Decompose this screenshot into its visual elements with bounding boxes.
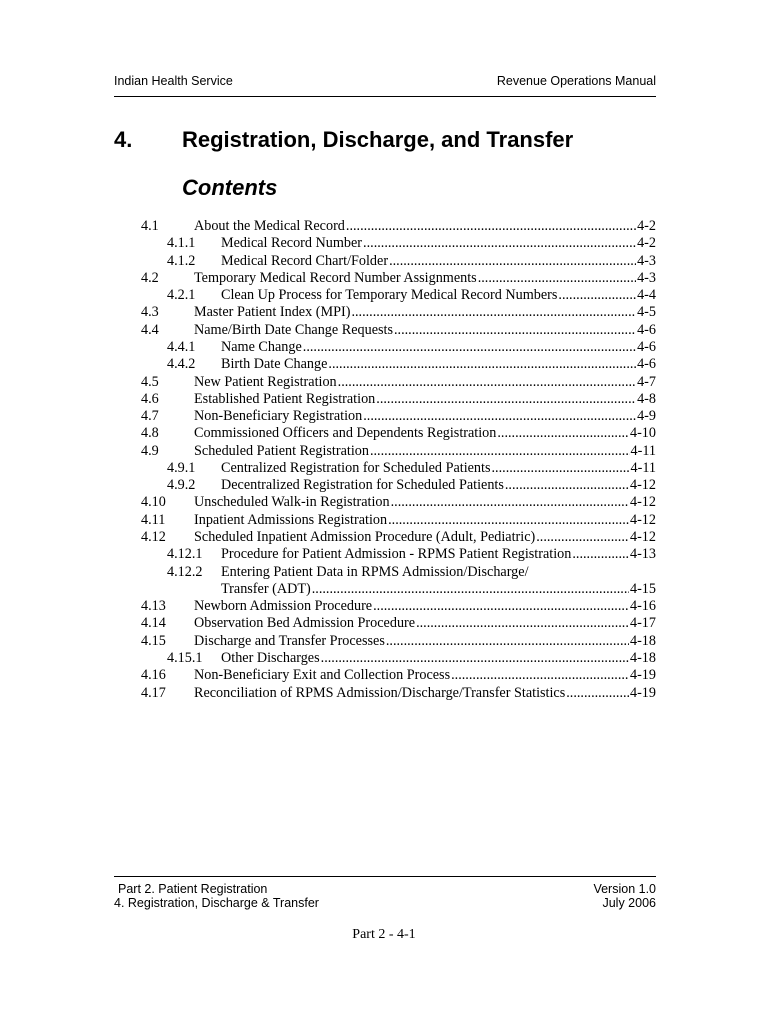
toc-entry-number: 4.1.2 [167,252,196,269]
toc-entry-label: Temporary Medical Record Number Assignments [194,269,477,286]
toc-entry-label: New Patient Registration [194,373,337,390]
toc-entry-page: 4-13 [629,546,656,563]
toc-entry-page: 4-19 [629,684,656,701]
toc-dot-leader [505,477,629,494]
toc-entry-page: 4-6 [637,338,656,355]
toc-entry-number: 4.2 [141,269,159,286]
toc-entry-label: Decentralized Registration for Scheduled Patients [221,477,504,494]
toc-dot-leader [536,529,629,546]
toc-entry[interactable] [0,564,768,581]
toc-entry-label: Reconciliation of RPMS Admission/Discharge/Transfer Statistics [194,684,566,701]
toc-entry-label: Scheduled Inpatient Admission Procedure (Adult, Pediatric) [194,529,536,546]
chapter-title: Registration, Discharge, and Transfer [182,127,574,152]
toc-entry[interactable] [0,304,768,321]
toc-entry-label: Unscheduled Walk-in Registration [194,494,390,511]
toc-entry-number: 4.12 [141,529,166,546]
chapter-number: 4. [114,127,133,152]
toc-entry-page: 4-5 [637,304,656,321]
toc-entry[interactable] [0,615,768,632]
toc-entry[interactable] [0,322,768,339]
toc-entry-page: 4-11 [630,459,656,476]
toc-entry-number: 4.5 [141,373,159,390]
header-organization: Indian Health Service [114,74,233,88]
toc-entry-label: Transfer (ADT) [221,580,311,597]
toc-entry-page: 4-11 [630,442,656,459]
toc-entry-label: Birth Date Change [221,356,328,373]
toc-entry-label: Other Discharges [221,650,320,666]
toc-entry[interactable] [0,633,768,650]
toc-entry-label: Centralized Registration for Scheduled Patients [221,459,491,476]
toc-entry-number: 4.12.1 [167,546,203,563]
toc-entry-number: 4.15 [141,632,166,649]
toc-entry-number: 4.10 [141,494,166,511]
toc-entry-label: Non-Beneficiary Exit and Collection Process [194,667,451,684]
toc-entry-number: 4.17 [141,684,166,701]
toc-entry[interactable] [0,270,768,287]
toc-entry[interactable] [0,546,768,563]
toc-entry-number: 4.12.2 [167,563,203,580]
toc-entry-label: Newborn Admission Procedure [194,598,373,615]
toc-entry-page: 4-12 [629,494,656,511]
toc-entry[interactable] [0,460,768,477]
toc-entry-number: 4.14 [141,615,166,632]
toc-dot-leader [386,633,629,650]
contents-heading: Contents [182,175,278,200]
toc-dot-leader [558,287,636,304]
toc-entry[interactable] [0,287,768,304]
toc-entry[interactable] [0,581,768,598]
toc-entry-label: Observation Bed Admission Procedure [194,615,416,632]
toc-entry-number: 4.16 [141,667,166,684]
toc-dot-leader [497,425,629,442]
toc-entry[interactable] [0,425,768,442]
toc-entry-number: 4.11 [141,511,166,528]
toc-entry[interactable] [0,512,768,529]
toc-entry-number: 4.7 [141,408,159,425]
toc-dot-leader [572,546,629,563]
toc-entry-page: 4-4 [637,287,656,304]
toc-entry-page: 4-17 [629,615,656,632]
toc-entry-number: 4.2.1 [167,287,196,304]
toc-dot-leader [346,218,636,235]
toc-dot-leader [416,615,629,632]
toc-entry-label: Scheduled Patient Registration [194,442,369,459]
page-number: Part 2 - 4-1 [352,927,416,942]
toc-entry-number: 4.8 [141,425,159,442]
toc-entry[interactable] [0,443,768,460]
toc-entry-number: 4.15.1 [167,650,203,666]
toc-entry-label: Commissioned Officers and Dependents Registration [194,425,497,442]
toc-entry-label: Master Patient Index (MPI) [194,304,351,321]
toc-entry[interactable] [0,218,768,235]
toc-entry-number: 4.3 [141,304,159,321]
toc-entry[interactable] [0,529,768,546]
toc-entry-page: 4-19 [629,667,656,684]
toc-dot-leader [478,270,636,287]
toc-entry[interactable] [0,598,768,615]
toc-entry-number: 4.13 [141,598,166,615]
toc-entry-page: 4-9 [637,408,656,425]
toc-entry[interactable] [0,391,768,408]
toc-entry[interactable] [0,477,768,494]
toc-entry-page: 4-2 [637,235,656,252]
toc-entry[interactable] [0,685,768,702]
footer-divider [114,876,656,877]
toc-entry[interactable] [0,253,768,270]
toc-entry-number: 4.6 [141,390,159,407]
toc-dot-leader [376,391,636,408]
toc-entry-page: 4-3 [637,269,656,286]
toc-dot-leader [566,685,629,702]
toc-entry-page: 4-12 [629,511,656,528]
toc-dot-leader [451,667,629,684]
toc-entry-label: Procedure for Patient Admission - RPMS Patient Registration [221,546,572,563]
toc-dot-leader [338,374,636,391]
toc-entry[interactable] [0,235,768,252]
toc-entry-number: 4.4 [141,321,159,338]
toc-entry-page: 4-3 [637,252,656,269]
toc-entry-page: 4-6 [637,356,656,373]
toc-entry-page: 4-18 [629,632,656,649]
header-manual-title: Revenue Operations Manual [496,74,656,88]
toc-entry-label: Medical Record Chart/Folder [221,252,389,269]
footer-date: July 2006 [602,896,656,910]
toc-dot-leader [363,235,636,252]
toc-entry-label: About the Medical Record [194,218,345,234]
toc-entry[interactable] [0,408,768,425]
toc-entry-number: 4.9.1 [167,459,196,476]
toc-dot-leader [389,253,636,270]
footer-part: Part 2. Patient Registration [118,882,268,896]
header-divider [114,96,656,97]
toc-entry-label: Established Patient Registration [194,390,376,407]
toc-dot-leader [351,304,636,321]
toc-entry-page: 4-16 [629,598,656,615]
toc-entry[interactable] [0,650,768,667]
toc-dot-leader [370,443,630,460]
toc-entry-number: 4.9 [141,442,159,459]
toc-entry-label: Entering Patient Data in RPMS Admission/Discharge/ [221,563,529,580]
toc-entry[interactable] [0,339,768,356]
toc-entry-label: Inpatient Admissions Registration [194,511,388,528]
toc-entry-label: Name/Birth Date Change Requests [194,321,393,338]
toc-entry-label: Non-Beneficiary Registration [194,408,363,425]
toc-dot-leader [391,494,629,511]
toc-dot-leader [373,598,629,615]
toc-entry-label: Medical Record Number [221,235,363,252]
toc-dot-leader [328,356,636,373]
toc-entry-page: 4-6 [637,321,656,338]
toc-entry-label: Clean Up Process for Temporary Medical Record Numbers [221,287,558,304]
toc-entry-page: 4-12 [629,477,656,494]
toc-entry-page: 4-8 [637,390,656,407]
toc-entry-number: 4.4.2 [167,356,196,373]
toc-dot-leader [312,581,629,598]
footer-version: Version 1.0 [593,882,656,896]
toc-dot-leader [303,339,636,356]
toc-entry[interactable] [0,374,768,391]
toc-dot-leader [394,322,636,339]
toc-entry-label: Name Change [221,338,302,355]
toc-entry-page: 4-12 [629,529,656,546]
toc-dot-leader [321,650,629,667]
toc-entry[interactable] [0,494,768,511]
toc-entry-page: 4-10 [629,425,656,442]
toc-dot-leader [492,460,630,477]
toc-entry-label: Discharge and Transfer Processes [194,632,385,649]
toc-entry-number: 4.4.1 [167,338,196,355]
toc-entry[interactable] [0,667,768,684]
toc-entry-page: 4-2 [637,218,656,234]
footer-chapter: 4. Registration, Discharge & Transfer [114,896,319,910]
toc-entry-number: 4.1 [141,218,159,234]
toc-entry-page: 4-18 [629,650,656,666]
toc-dot-leader [388,512,629,529]
toc-dot-leader [363,408,636,425]
toc-entry-page: 4-15 [629,580,656,597]
toc-entry-number: 4.9.2 [167,477,196,494]
toc-entry-number: 4.1.1 [167,235,196,252]
toc-entry-page: 4-7 [637,373,656,390]
toc-entry[interactable] [0,356,768,373]
